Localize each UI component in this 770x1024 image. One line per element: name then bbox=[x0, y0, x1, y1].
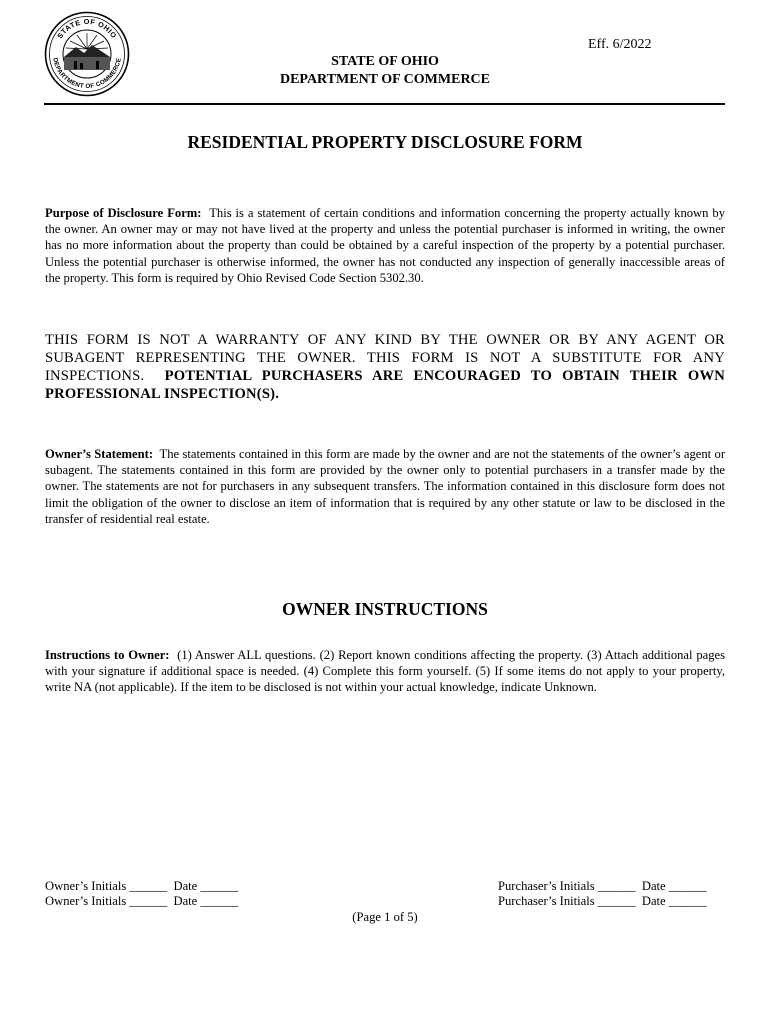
instructions-heading: OWNER INSTRUCTIONS bbox=[282, 599, 488, 619]
owner-statement-paragraph bbox=[45, 446, 725, 527]
instructions-paragraph bbox=[45, 647, 725, 696]
owner-statement-label: Owner’s Statement: bbox=[45, 447, 154, 461]
department-name: DEPARTMENT OF COMMERCE bbox=[279, 72, 491, 87]
warranty-bold-text: POTENTIAL PURCHASERS ARE ENCOURAGED TO OBTAIN THEIR OWN PROFESSIONAL INSPECTION(S). bbox=[45, 368, 726, 402]
state-name: STATE OF OHIO bbox=[331, 54, 439, 69]
warranty-text: THIS FORM IS NOT A WARRANTY OF ANY KIND BY THE OWNER OR BY ANY AGENT OR SUBAGENT REPRESENTING THE OWNER. THIS FORM IS NOT A SUBSTITUTE FOR ANY INSPECTIONS. bbox=[45, 332, 725, 384]
form-title: RESIDENTIAL PROPERTY DISCLOSURE FORM bbox=[187, 132, 583, 152]
warranty-paragraph bbox=[45, 331, 725, 403]
svg-text:DEPARTMENT OF COMMERCE: DEPARTMENT OF COMMERCE bbox=[51, 57, 123, 91]
svg-text:STATE OF OHIO: STATE OF OHIO bbox=[55, 16, 119, 41]
purpose-text: This is a statement of certain conditions and information concerning the property actually known by the owner. An owner may or may not have lived at the property and unless the potential purchaser is informed in writing, the owner has no more information about the property than could be obtained by a careful inspection of the property by a potential purchaser. Unless the potential purchaser is otherwise informed, the owner has not conducted any inspection of generally inaccessible areas of the property. This form is required by Ohio Revised Code Section 5302.30. bbox=[45, 206, 726, 285]
page-number: (Page 1 of 5) bbox=[352, 910, 418, 924]
effective-date: Eff. 6/2022 bbox=[588, 37, 652, 52]
purchaser-initials-line-1: Purchaser’s Initials ______ Date ______ bbox=[498, 879, 707, 893]
owner-initials-line-2: Owner’s Initials ______ Date ______ bbox=[45, 894, 239, 908]
header-divider bbox=[44, 103, 725, 105]
purpose-paragraph bbox=[45, 205, 725, 286]
instructions-label: Instructions to Owner: bbox=[45, 648, 170, 662]
purchaser-initials-line-2: Purchaser’s Initials ______ Date ______ bbox=[498, 894, 707, 908]
owner-initials-line-1: Owner’s Initials ______ Date ______ bbox=[45, 879, 239, 893]
instructions-text: (1) Answer ALL questions. (2) Report known conditions affecting the property. (3) Attach additional pages with your signature if additional space is needed. (4) Complete this form yourself. (5) If some items do not apply to your property, write NA (not applicable). If the item to be disclosed is not within your actual knowledge, indicate Unknown. bbox=[45, 648, 725, 695]
purpose-label: Purpose of Disclosure Form: bbox=[45, 206, 202, 220]
owner-statement-text: The statements contained in this form are made by the owner and are not the statements of the owner’s agent or subagent. The statements contained in this form are provided by the owner only to potential purchasers in a transfer made by the owner. The statements are not for purchasers in any subsequent transfers. The information contained in this disclosure form does not limit the obligation of the owner to disclose an item of information that is required by any other statute or law to be disclosed in the transfer of residential real estate. bbox=[45, 447, 726, 526]
